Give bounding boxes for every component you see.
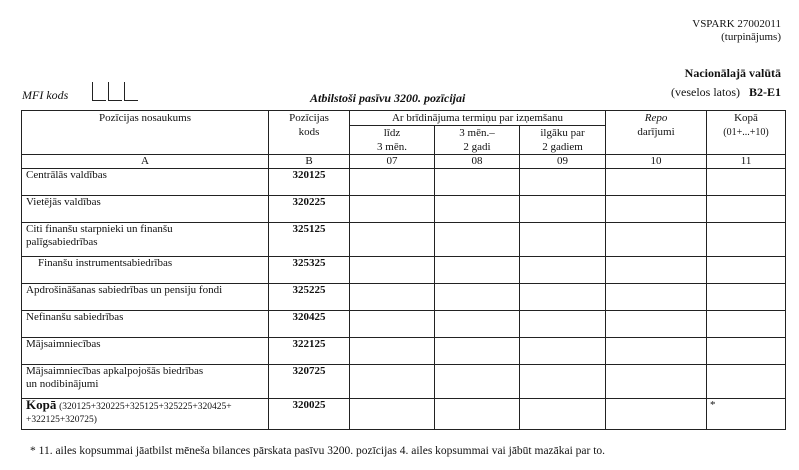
value-cell[interactable] [350,257,435,284]
col-letter: A [22,155,269,169]
continuation-note: (turpinājums) [721,31,781,43]
value-cell[interactable] [350,365,435,399]
col-letter: 08 [435,155,520,169]
value-cell[interactable] [435,399,520,430]
row-code: 322125 [269,338,350,365]
value-cell[interactable] [606,399,707,430]
value-cell[interactable] [350,399,435,430]
col-letter: 11 [707,155,786,169]
col-header-code: Pozīcijas kods [269,111,350,155]
row-code: 320425 [269,311,350,338]
col-header-09: ilgāku par 2 gadiem [520,126,606,155]
row-code: 325325 [269,257,350,284]
value-cell[interactable] [350,223,435,257]
row-name: Centrālās valdības [22,169,269,196]
currency-label: Nacionālajā valūtā [684,66,781,80]
total-code: 320025 [269,399,350,430]
table-row [22,338,786,365]
value-cell[interactable] [350,196,435,223]
value-cell[interactable] [520,365,606,399]
value-cell[interactable] [435,196,520,223]
value-cell[interactable] [707,257,786,284]
row-name: Apdrošināšanas sabiedrības un pensiju fondi [22,284,269,311]
positions-table [21,110,786,430]
value-cell[interactable] [606,284,707,311]
mfi-digit-2[interactable] [108,86,122,101]
total-label: Kopā [26,397,57,412]
value-cell[interactable] [606,311,707,338]
row-name: Nefinanšu sabiedrības [22,311,269,338]
row-code: 320225 [269,196,350,223]
mfi-code-label: MFI kods [22,88,69,102]
value-cell[interactable] [520,257,606,284]
asterisk-mark: * [710,399,716,411]
row-code: 325125 [269,223,350,257]
value-cell[interactable] [435,257,520,284]
value-cell[interactable] [707,338,786,365]
row-name: Citi finanšu starpnieki un finanšu palīgsabiedrības [22,223,269,257]
row-code: 320725 [269,365,350,399]
units-label: (veselos latos) [671,85,740,99]
value-cell[interactable] [435,284,520,311]
value-cell[interactable] [520,223,606,257]
row-name: Mājsaimniecības apkalpojošās biedrības un nodibinājumi [22,365,269,399]
table-row [22,169,786,196]
value-cell[interactable] [435,223,520,257]
table-row [22,257,786,284]
col-letter: B [269,155,350,169]
value-cell[interactable] [606,169,707,196]
total-formula: (320125+320225+325125+325225+320425+ [59,402,232,412]
total-label-cell [22,399,269,430]
form-code: VSPARK 27002011 [692,18,781,30]
value-cell[interactable] [707,311,786,338]
value-cell[interactable] [606,365,707,399]
row-name: Vietējās valdības [22,196,269,223]
mfi-digit-3[interactable] [124,86,138,101]
value-cell[interactable] [435,169,520,196]
value-cell[interactable] [520,399,606,430]
table-row [22,311,786,338]
mfi-code-field[interactable] [92,86,140,106]
table-row [22,284,786,311]
col-letter: 07 [350,155,435,169]
value-cell[interactable] [707,223,786,257]
col-header-07: līdz 3 mēn. [350,126,435,155]
col-header-notice-group: Ar brīdinājuma termiņu par izņemšanu [350,111,606,126]
col-header-total: Kopā (01+...+10) [707,111,786,155]
col-letter: 10 [606,155,707,169]
table-row [22,365,786,399]
value-cell[interactable] [520,338,606,365]
value-cell[interactable] [435,311,520,338]
value-cell[interactable] [707,365,786,399]
row-name: Finanšu instrumentsabiedrības [22,257,269,284]
value-cell[interactable] [606,196,707,223]
row-name: Mājsaimniecības [22,338,269,365]
table-row [22,223,786,257]
value-cell[interactable] [520,196,606,223]
value-cell[interactable] [350,311,435,338]
value-cell[interactable] [435,365,520,399]
value-cell[interactable] [435,338,520,365]
value-cell[interactable] [350,169,435,196]
value-cell[interactable] [350,338,435,365]
total-value-cell[interactable] [707,399,786,430]
total-formula-cont: +322125+320725) [26,415,97,425]
total-row [22,399,786,430]
section-title: Atbilstoši pasīvu 3200. pozīcijai [310,91,466,105]
value-cell[interactable] [520,169,606,196]
table-code: B2-E1 [748,85,781,99]
row-code: 320125 [269,169,350,196]
col-header-name: Pozīcijas nosaukums [22,111,269,155]
value-cell[interactable] [606,223,707,257]
value-cell[interactable] [707,284,786,311]
value-cell[interactable] [606,338,707,365]
value-cell[interactable] [520,284,606,311]
units-block [671,86,781,99]
value-cell[interactable] [520,311,606,338]
column-letters-row [22,155,786,169]
col-header-repo: Repo darījumi [606,111,707,155]
col-header-08: 3 mēn.– 2 gadi [435,126,520,155]
table-row [22,196,786,223]
value-cell[interactable] [707,169,786,196]
row-code: 325225 [269,284,350,311]
value-cell[interactable] [707,196,786,223]
mfi-digit-1[interactable] [92,86,106,101]
footnote: * 11. ailes kopsummai jāatbilst mēneša bilances pārskata pasīvu 3200. pozīcijas 4. ailes kopsummai vai jābūt mazākai par to. [30,445,606,457]
col-letter: 09 [520,155,606,169]
value-cell[interactable] [606,257,707,284]
form-code-block [692,18,781,44]
value-cell[interactable] [350,284,435,311]
